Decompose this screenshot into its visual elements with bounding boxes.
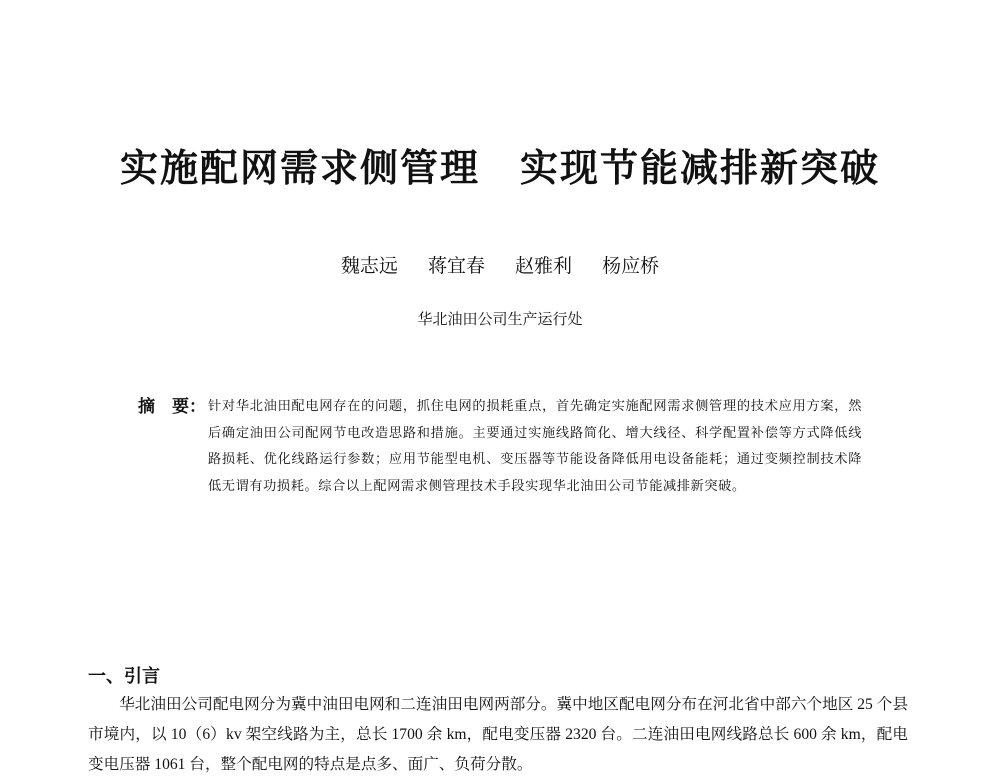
section-heading: 一、引言 — [88, 666, 160, 687]
author-list — [0, 251, 1000, 281]
paper-title — [0, 140, 1000, 196]
body-paragraph: 华北油田公司配电网分为冀中油田电网和二连油田电网两部分。冀中地区配电网分布在河北省中部六个地区 25 个县市境内，以 10（6）kv 架空线路为主，总长 1700 余 km，配电变压器 2320 台。二连油田电网线路总长 600 余 km，配电变电压器 1061 台，整个配电网的特点是点多、面广、负荷分散。 — [88, 696, 908, 773]
author-3: 赵雅利 — [515, 255, 573, 277]
abstract-label: 摘 要： — [138, 397, 206, 417]
author-1: 魏志远 — [340, 255, 398, 277]
title-part-2: 实现节能减排新突破 — [520, 146, 881, 190]
abstract-block — [138, 394, 862, 500]
affiliation: 华北油田公司生产运行处 — [417, 310, 583, 328]
author-4: 杨应桥 — [602, 255, 660, 277]
author-2: 蒋宜春 — [427, 255, 485, 277]
title-part-1: 实施配网需求侧管理 — [119, 146, 480, 190]
abstract-text: 针对华北油田配电网存在的问题，抓住电网的损耗重点，首先确定实施配网需求侧管理的技术应用方案，然后确定油田公司配网节电改造思路和措施。主要通过实施线路简化、增大线径、科学配置补偿等方式降低线路损耗、优化线路运行参数；应用节能型电机、变压器等节能设备降低用电设备能耗；通过变频控制技术降低无谓有功损耗。综合以上配网需求侧管理技术手段实现华北油田公司节能减排新突破。 — [208, 399, 862, 494]
